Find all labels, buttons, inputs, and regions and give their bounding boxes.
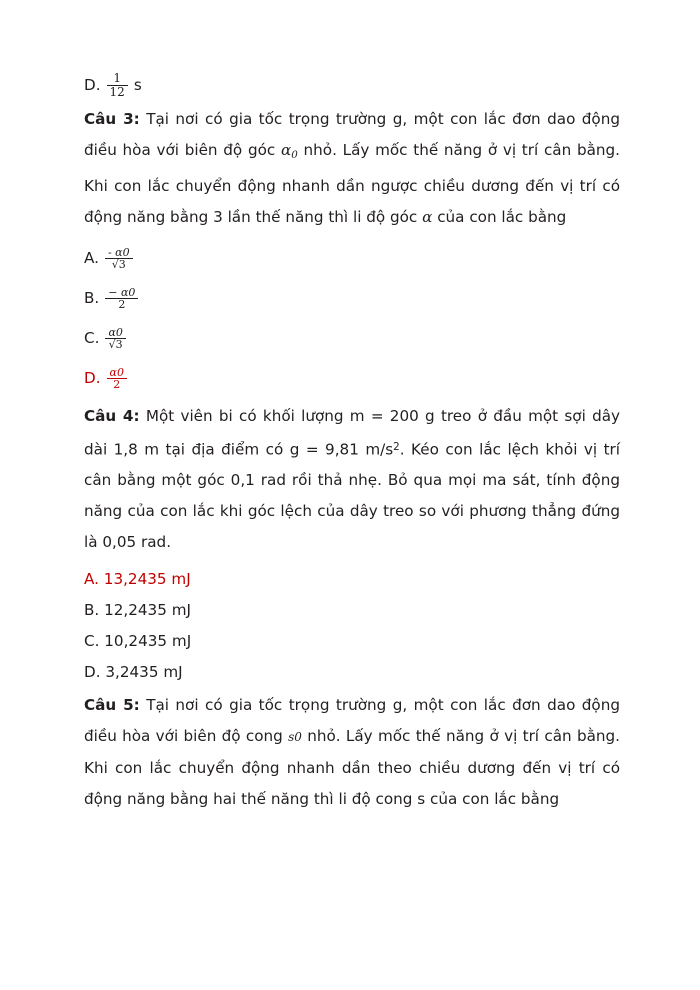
question-3-paragraph xyxy=(84,104,620,233)
option-d-key: D. xyxy=(84,75,101,94)
option-b-numerator: − α0 xyxy=(108,285,136,299)
alpha-subscript: 0 xyxy=(291,148,298,161)
option-a-numerator: - α0 xyxy=(107,245,130,259)
option-c-fraction xyxy=(105,327,125,351)
question-5-label: Câu 5: xyxy=(84,696,140,715)
question-3-label: Câu 3: xyxy=(84,110,140,128)
question-3-option-c[interactable] xyxy=(84,319,620,359)
document-content xyxy=(84,68,620,821)
option-a-fraction xyxy=(105,247,133,271)
alpha-symbol: α xyxy=(280,141,292,159)
question-3-option-d[interactable] xyxy=(84,359,620,399)
option-d-denominator: 2 xyxy=(107,378,127,391)
option-d-previous[interactable] xyxy=(84,68,620,102)
option-d-numerator: α0 xyxy=(109,365,124,379)
fraction-one-twelfth xyxy=(107,72,128,98)
q4-option-a-text: 13,2435 mJ xyxy=(103,570,191,589)
question-4-text-3: . Kéo con lắc lệch xyxy=(399,440,546,459)
question-5-paragraph xyxy=(84,690,620,815)
question-4-option-d[interactable] xyxy=(84,657,620,688)
question-3-option-b[interactable] xyxy=(84,279,620,319)
q4-option-c-text: 10,2435 mJ xyxy=(104,632,192,651)
question-4-text-1: Một viên bi có khối lượng m = 200 g treo ở đầu một sợi xyxy=(145,406,593,425)
question-4-option-a[interactable] xyxy=(84,564,620,595)
question-4-label: Câu 4: xyxy=(84,406,140,425)
question-4-text-2: dây dài 1,8 m tại địa điểm có g = 9,81 m/s xyxy=(84,406,621,459)
option-a-key: A. xyxy=(84,249,99,268)
option-c-key: C. xyxy=(84,329,100,348)
q4-option-b-text: 12,2435 mJ xyxy=(104,601,191,620)
option-c-numerator: α0 xyxy=(108,325,123,339)
option-d-fraction xyxy=(107,367,127,391)
q4-option-b-key: B. xyxy=(84,601,100,620)
question-5-text-1: Tại nơi có gia tốc trọng trường g, một con lắc đơn dao xyxy=(146,696,582,715)
alpha-symbol-2: α xyxy=(422,207,433,226)
option-c-denominator: √3 xyxy=(105,338,125,351)
option-b-denominator: 2 xyxy=(105,298,138,311)
question-3-text-2: động điều hòa với biên độ góc xyxy=(84,110,620,159)
question-3-text-3: nhỏ. Lấy mốc thế năng ở vị trí xyxy=(297,141,544,159)
question-4-paragraph xyxy=(84,401,620,558)
fraction-denominator: 12 xyxy=(107,85,128,99)
question-4-option-b[interactable] xyxy=(84,595,620,626)
q4-option-d-text: 3,2435 mJ xyxy=(105,663,183,682)
option-b-fraction xyxy=(105,287,138,311)
q4-option-d-key: D. xyxy=(84,663,101,682)
option-d-unit: s xyxy=(133,75,142,94)
question-3-text-5: dương đến vị trí có động năng bằng 3 lần thế năng thì li độ góc xyxy=(84,176,620,226)
fraction-numerator: 1 xyxy=(113,70,121,85)
question-4-option-c[interactable] xyxy=(84,626,620,657)
q4-option-a-key: A. xyxy=(84,570,99,589)
q4-option-c-key: C. xyxy=(84,632,100,651)
question-4-superscript: 2 xyxy=(393,440,400,453)
option-b-key: B. xyxy=(84,289,100,308)
question-3-text-6: của con lắc bằng xyxy=(432,207,567,226)
question-4-text-6: phương thẳng đứng là 0,05 rad. xyxy=(84,502,620,552)
question-5-text-4: trí cân bằng. Khi con lắc chuyển động nhanh dần theo chiều xyxy=(84,727,620,778)
question-5-text-6: của con lắc bằng xyxy=(429,790,560,809)
question-3-text-4: cân bằng. Khi con lắc chuyển động nhanh dần ngược chiều xyxy=(84,141,620,195)
question-5-text-2: động điều hòa với biên độ cong xyxy=(84,696,620,746)
question-5-text-3: nhỏ. Lấy mốc thế năng ở vị xyxy=(301,727,523,746)
option-d-key: D. xyxy=(84,369,101,388)
question-4-text-4: khỏi vị trí cân bằng một góc 0,1 rad rồi thả nhẹ. Bỏ qua mọi ma xyxy=(84,440,620,490)
question-5-text-5: dương đến vị trí có động năng bằng hai thế năng thì li độ cong s xyxy=(84,759,621,809)
question-3-option-a[interactable] xyxy=(84,239,620,279)
s-zero-symbol: s0 xyxy=(288,730,302,745)
option-a-denominator: √3 xyxy=(105,258,133,271)
question-3-text-1: Tại nơi có gia tốc trọng trường g, một con lắc đơn dao xyxy=(146,110,582,128)
question-4-text-5: sát, tính động năng của con lắc khi góc lệch của dây treo so với xyxy=(84,471,620,521)
